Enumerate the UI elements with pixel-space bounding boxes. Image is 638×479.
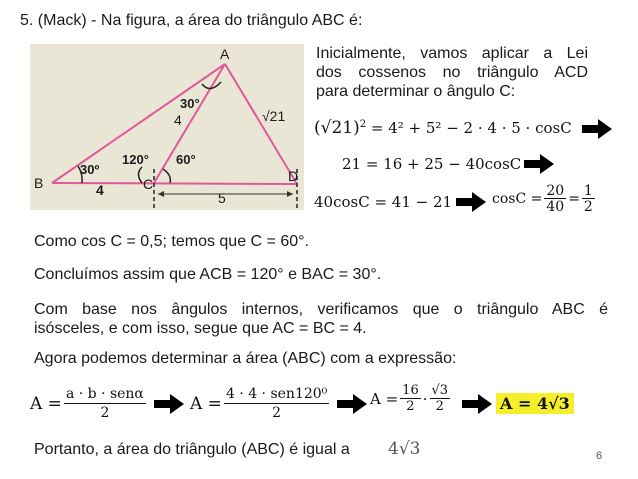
vertex-B: B [34,175,44,191]
paragraph-isosceles [34,300,608,338]
intro-line-3: para determinar o ângulo C: [316,83,516,100]
paragraph-conclusion: Portanto, a área do triângulo (ABC) é igual a [34,441,350,458]
f3-frac2-num: √3 [431,383,449,398]
paragraph-angles: Concluímos assim que ACB = 120° e BAC = 30°. [34,266,382,283]
f3-frac1-num: 16 [402,383,419,398]
label-AD: √21 [262,108,286,124]
eq4-frac1-num: 20 [546,183,565,199]
eq4-fraction-1 [544,184,566,214]
eq4-fraction-2 [582,184,595,214]
f3-lhs: A = [370,390,399,408]
side-BD [52,183,297,184]
label-BC: 4 [96,182,104,198]
problem-heading: 5. (Mack) - Na figura, a área do triângulo ABC é: [20,12,363,29]
page-number: 6 [596,450,603,462]
equation-1 [314,118,572,138]
arrow-right-icon [154,394,184,414]
triangle-figure [30,44,304,210]
equation-4 [492,184,597,214]
f3-frac1-den: 2 [406,399,415,414]
arrow-right-icon [582,119,612,139]
area-result-highlight: A = 4√3 [496,393,574,414]
triangle-diagram [30,44,304,210]
f3-fraction-2 [430,384,451,414]
eq4-frac2-num: 1 [583,183,593,199]
eq4-lhs: cosC = [492,191,543,207]
f2-den: 2 [272,405,282,421]
vertex-D: D [288,168,299,184]
f1-fraction [64,386,146,422]
f3-frac2-den: 2 [435,399,444,414]
f3-fraction-1 [400,384,421,414]
area-formula-1 [30,386,148,422]
angle-ACD-label: 60° [176,152,196,167]
eq4-frac2-den: 2 [583,199,593,215]
area-formula-3 [370,384,452,414]
eq1-lhs: (√21) [314,118,360,138]
f3-dot: · [422,390,428,408]
eq1-rhs: = 4² + 5² − 2 · 4 · 5 · cosC [370,119,572,137]
eq1-exponent: 2 [359,119,367,130]
f2-num: 4 · 4 · sen120⁰ [225,386,328,402]
equation-2: 21 = 16 + 25 − 40cosC [342,155,522,173]
final-area-value: 4√3 [388,439,421,459]
angle-B-label: 30º [80,162,100,177]
paragraph-area-intro: Agora podemos determinar a área (ABC) com a expressão: [34,350,457,367]
arrow-right-icon [524,154,554,174]
eq4-equals: = [568,191,580,207]
intro-line-2: dos cossenos no triângulo ACD [316,64,588,81]
area-formula-2 [190,386,331,422]
f1-den: 2 [100,405,110,421]
vertex-C: C [143,176,154,192]
paragraph-cos: Como cos C = 0,5; temos que C = 60°. [34,233,309,250]
f1-num: a · b · senα [65,386,144,402]
intro-paragraph [316,44,588,101]
angle-A-label: 30° [180,96,200,111]
label-CD: 5 [218,190,226,206]
f1-lhs: A = [30,394,62,414]
angle-ACB-label: 120° [122,152,149,167]
arrow-right-icon [337,394,367,414]
equation-3: 40cosC = 41 − 21 [314,193,453,211]
isosceles-line-2: isósceles, e com isso, segue que AC = BC = 4. [34,320,367,337]
eq4-frac1-den: 40 [546,199,565,215]
arrow-right-icon [462,394,492,414]
vertex-A: A [220,46,230,62]
f2-fraction [224,386,329,422]
arrow-right-icon [456,192,486,212]
intro-line-1: Inicialmente, vamos aplicar a Lei [316,45,588,62]
isosceles-line-1: Com base nos ângulos internos, verificamos que o triângulo ABC é [34,301,608,318]
f2-lhs: A = [190,394,222,414]
label-AC: 4 [174,112,182,128]
